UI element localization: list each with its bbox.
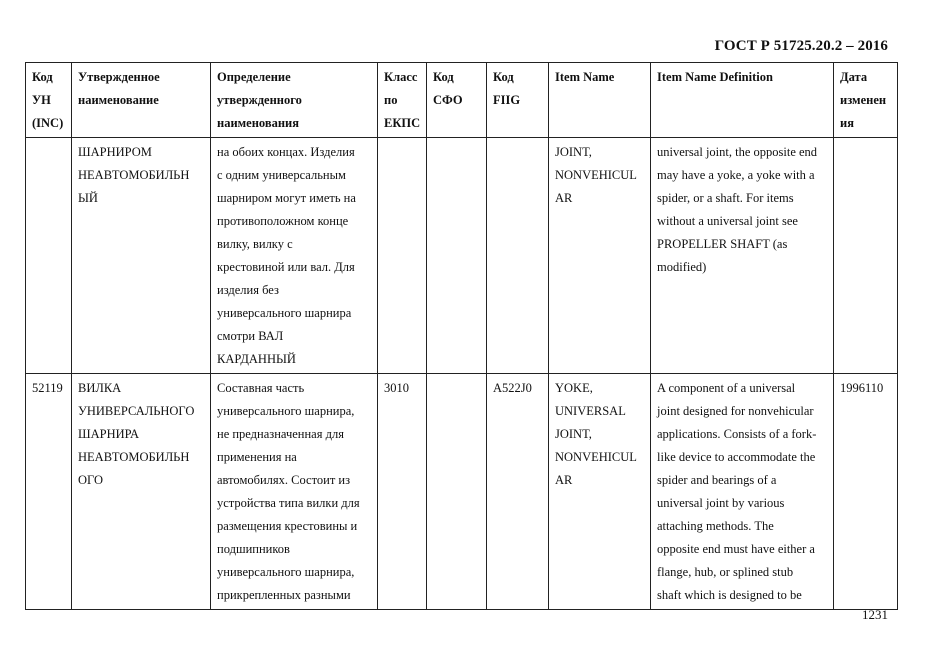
header-item-name: Item Name xyxy=(549,63,651,138)
header-ekps-class: Класс по ЕКПС xyxy=(378,63,427,138)
cell-inc-code xyxy=(26,138,72,374)
page-number: 1231 xyxy=(862,607,888,622)
cell-ekps-class: 3010 xyxy=(378,374,427,610)
cell-name-definition: на обоих концах. Изделия с одним универсальным шарниром могут иметь на противоположном конце вилку, вилку с крестовиной или вал. Для изделия без универсального шарнира смотри ВАЛ КАРДАННЫЙ xyxy=(211,138,378,374)
cell-item-name: JOINT, NONVEHICUL AR xyxy=(549,138,651,374)
cell-fiig-code xyxy=(487,138,549,374)
cell-item-name-definition: A component of a universal joint designed for nonvehicular applications. Consists of a fork- like device to accommodate the spider and bearings of a universal joint by various attaching methods. The opposite end must have either a flange, hub, or splined stub shaft which is designed to be xyxy=(651,374,834,610)
header-fiig-code: Код FIIG xyxy=(487,63,549,138)
catalog-table xyxy=(25,62,898,610)
cell-item-name: YOKE, UNIVERSAL JOINT, NONVEHICUL AR xyxy=(549,374,651,610)
cell-name-definition: Составная часть универсального шарнира, не предназначенная для применения на автомобилях. Состоит из устройства типа вилки для размещения крестовины и подшипников универсального шарнира, прикрепленных разными xyxy=(211,374,378,610)
header-change-date: Дата изменен ия xyxy=(834,63,898,138)
cell-fiig-code: A522J0 xyxy=(487,374,549,610)
cell-sfo-code xyxy=(427,374,487,610)
header-sfo-code: Код СФО xyxy=(427,63,487,138)
header-inc-code: Код УН (INC) xyxy=(26,63,72,138)
cell-sfo-code xyxy=(427,138,487,374)
cell-approved-name: ВИЛКА УНИВЕРСАЛЬНОГО ШАРНИРА НЕАВТОМОБИЛЬН ОГО xyxy=(72,374,211,610)
table-row xyxy=(26,138,898,374)
document-title: ГОСТ Р 51725.20.2 – 2016 xyxy=(714,38,888,54)
cell-ekps-class xyxy=(378,138,427,374)
cell-change-date: 1996110 xyxy=(834,374,898,610)
header-name-definition: Определение утвержденного наименования xyxy=(211,63,378,138)
header-item-name-definition: Item Name Definition xyxy=(651,63,834,138)
cell-change-date xyxy=(834,138,898,374)
cell-item-name-definition: universal joint, the opposite end may have a yoke, a yoke with a spider, or a shaft. For items without a universal joint see PROPELLER SHAFT (as modified) xyxy=(651,138,834,374)
table-header-row xyxy=(26,63,898,138)
header-approved-name: Утвержденное наименование xyxy=(72,63,211,138)
cell-inc-code: 52119 xyxy=(26,374,72,610)
table-row xyxy=(26,374,898,610)
cell-approved-name: ШАРНИРОМ НЕАВТОМОБИЛЬН ЫЙ xyxy=(72,138,211,374)
